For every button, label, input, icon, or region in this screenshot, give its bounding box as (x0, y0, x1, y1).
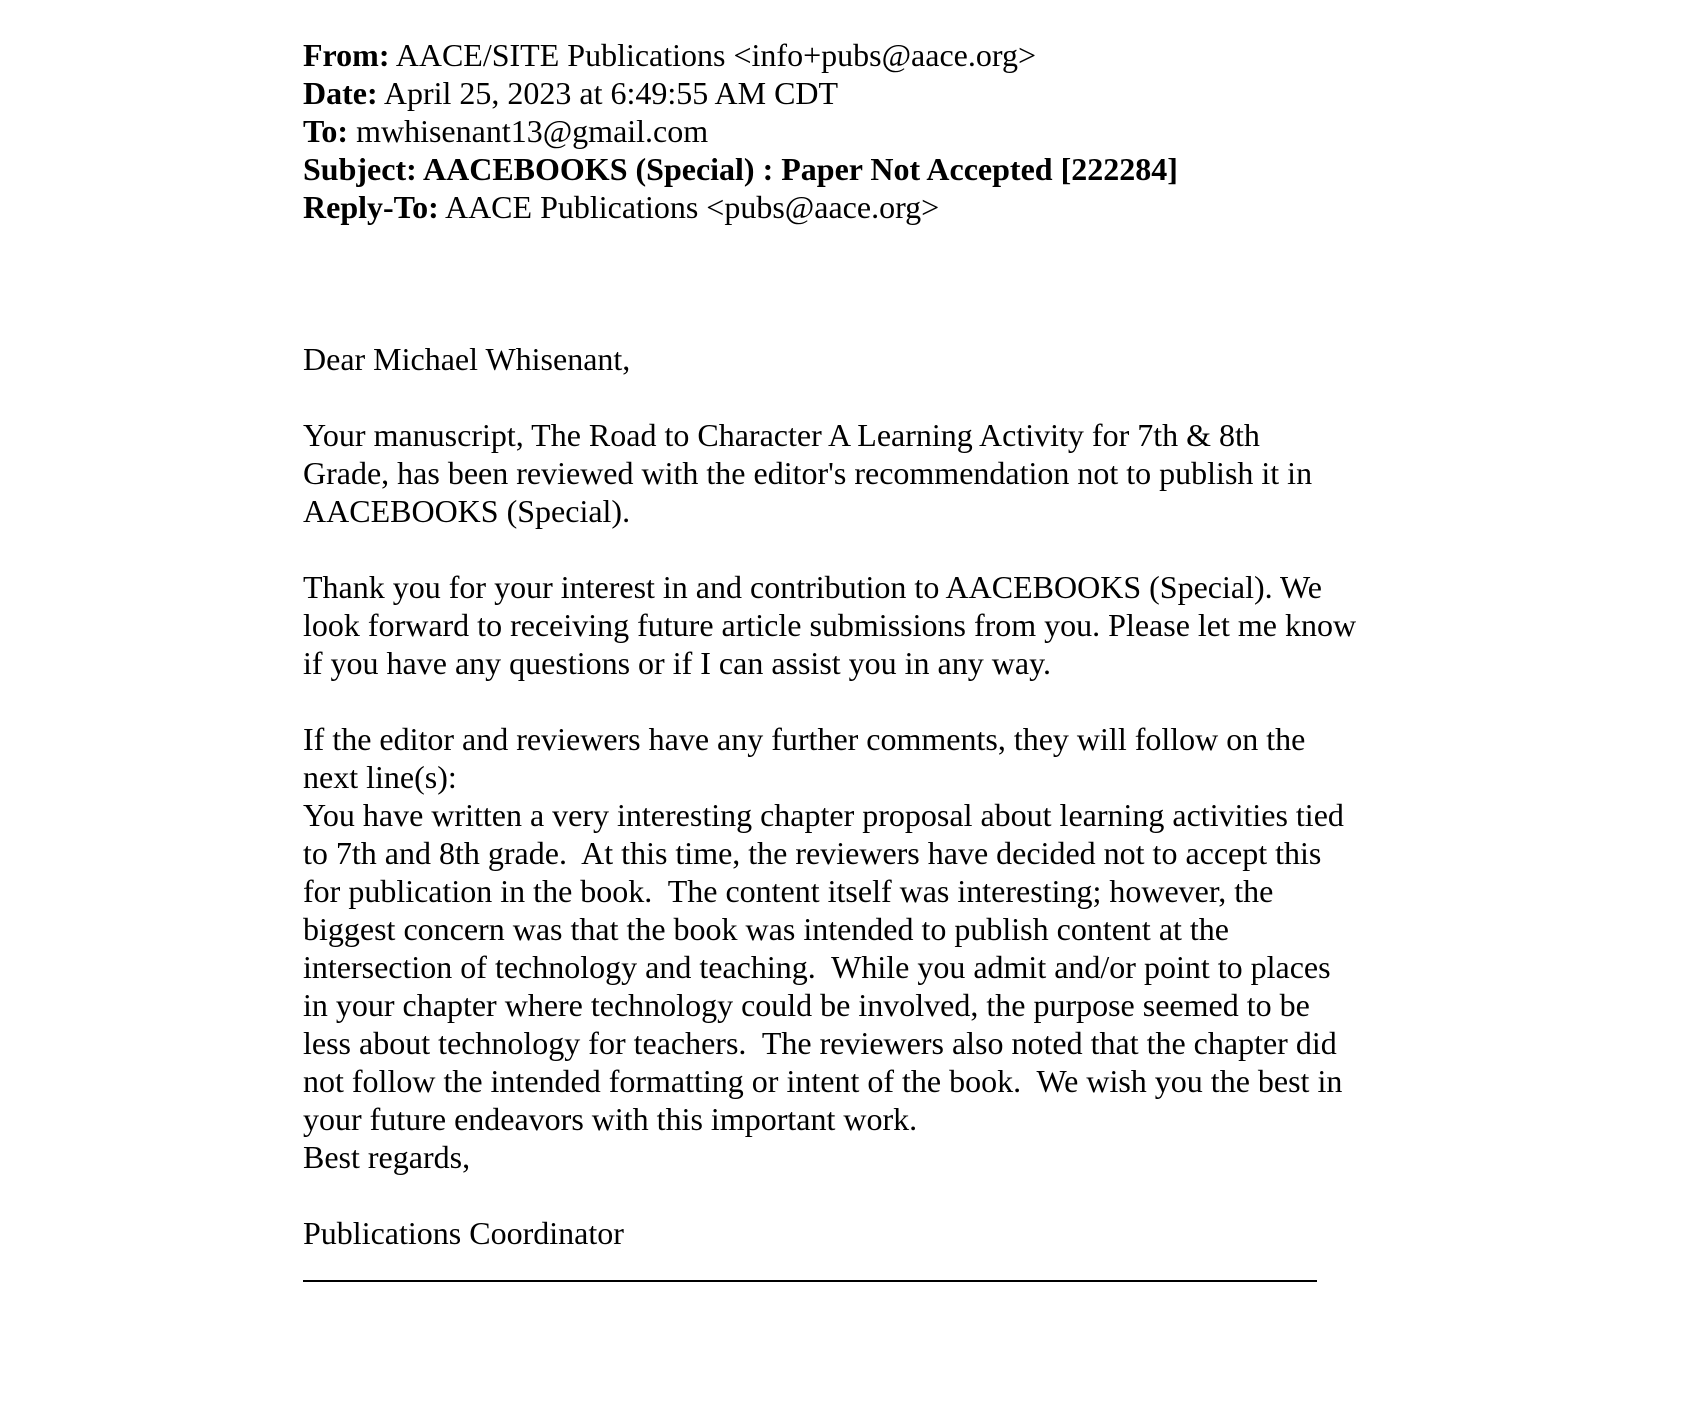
body-line: If the editor and reviewers have any further comments, they will follow on the (303, 721, 1306, 757)
body-line: to 7th and 8th grade. At this time, the reviewers have decided not to accept this (303, 835, 1322, 871)
replyto-value: AACE Publications <pubs@aace.org> (438, 189, 940, 225)
body-line: Your manuscript, The Road to Character A Learning Activity for 7th & 8th (303, 417, 1260, 453)
footer-divider (303, 1280, 1317, 1282)
body-line: your future endeavors with this important work. (303, 1101, 918, 1137)
subject-line (303, 150, 1433, 188)
to-line (303, 112, 1433, 150)
date-label: Date: (303, 75, 378, 111)
header-spacer (303, 226, 1433, 302)
body-line: You have written a very interesting chapter proposal about learning activities tied (303, 797, 1344, 833)
replyto-line (303, 188, 1433, 226)
body-line: intersection of technology and teaching. While you admit and/or point to places (303, 949, 1331, 985)
date-value: April 25, 2023 at 6:49:55 AM CDT (377, 75, 839, 111)
body-line: Thank you for your interest in and contribution to AACEBOOKS (Special). We (303, 569, 1322, 605)
from-line (303, 36, 1433, 74)
spacer (303, 682, 1433, 720)
email-header (303, 36, 1433, 226)
body-line: less about technology for teachers. The reviewers also noted that the chapter did (303, 1025, 1337, 1061)
replyto-label: Reply-To: (303, 189, 439, 225)
from-label: From: (303, 37, 390, 73)
spacer (303, 302, 1433, 340)
spacer (303, 378, 1433, 416)
body-line: AACEBOOKS (Special). (303, 493, 631, 529)
greeting: Dear Michael Whisenant, (303, 341, 631, 377)
body-line: if you have any questions or if I can assist you in any way. (303, 645, 1051, 681)
signature: Publications Coordinator (303, 1215, 624, 1251)
from-value: AACE/SITE Publications <info+pubs@aace.org> (389, 37, 1036, 73)
spacer (303, 530, 1433, 568)
body-line: biggest concern was that the book was intended to publish content at the (303, 911, 1229, 947)
body-line: not follow the intended formatting or intent of the book. We wish you the best in (303, 1063, 1343, 1099)
closing: Best regards, (303, 1139, 471, 1175)
paragraph-comments (303, 720, 1433, 1176)
paragraph-thanks (303, 568, 1433, 682)
body-line: in your chapter where technology could be involved, the purpose seemed to be (303, 987, 1310, 1023)
subject-value: AACEBOOKS (Special) : Paper Not Accepted [222284] (416, 151, 1178, 187)
subject-label: Subject: (303, 151, 417, 187)
paragraph-manuscript (303, 416, 1433, 530)
email-document (303, 36, 1433, 1252)
body-line: next line(s): (303, 759, 457, 795)
body-line: Grade, has been reviewed with the editor's recommendation not to publish it in (303, 455, 1313, 491)
to-label: To: (303, 113, 349, 149)
spacer (303, 1176, 1433, 1214)
date-line (303, 74, 1433, 112)
to-value: mwhisenant13@gmail.com (348, 113, 709, 149)
body-line: look forward to receiving future article submissions from you. Please let me know (303, 607, 1357, 643)
body-line: for publication in the book. The content itself was interesting; however, the (303, 873, 1274, 909)
